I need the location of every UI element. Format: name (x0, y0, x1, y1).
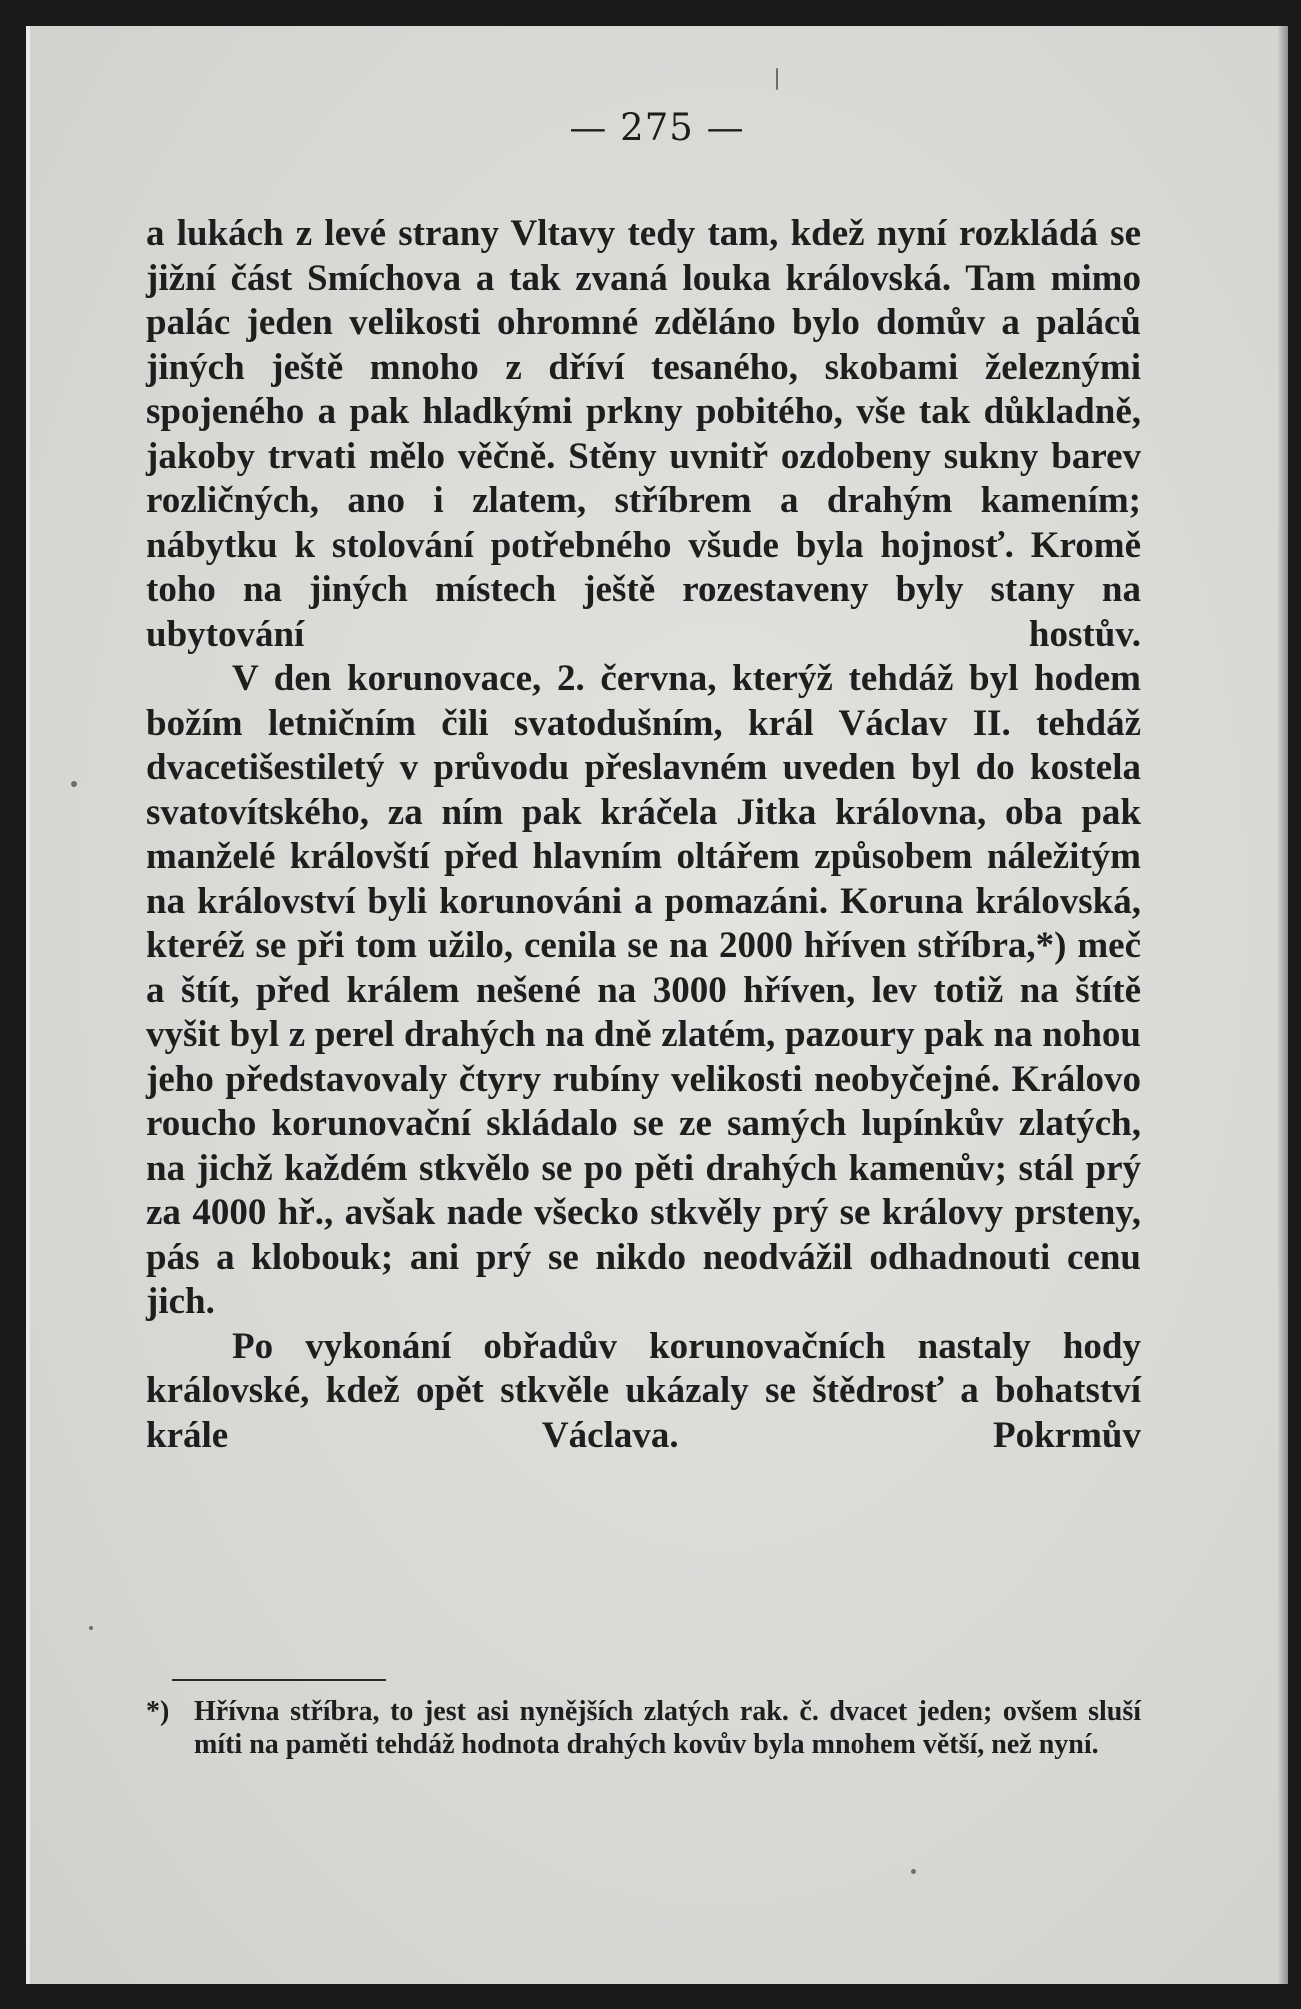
footnote-divider (172, 1679, 386, 1681)
paper-speck (89, 1626, 93, 1630)
page-right-edge (1278, 26, 1288, 1984)
paper-speck (911, 1869, 916, 1874)
book-page (26, 26, 1288, 1984)
footnote-section (146, 1695, 1141, 1761)
footnote-text: Hřívna stříbra, to jest asi nynějších zlatých rak. č. dvacet jeden; ovšem sluší míti na paměti tehdáž hodnota drahých kovův byla mnohem větší, než nyní. (194, 1696, 1141, 1760)
footnote-1 (146, 1695, 1141, 1761)
paragraph-1: a lukách z levé strany Vltavy tedy tam, kdež nyní rozkládá se jižní část Smíchova a tak zvaná louka královská. Tam mimo palác jeden velikosti ohromné zděláno bylo domův a paláců jiných ještě mnoho z dříví tesaného, skobami železnými spojeného a pak hladkými prkny pobitého, vše tak důkladně, jakoby trvati mělo věčně. Stěny uvnitř ozdobeny sukny barev rozličných, ano i zlatem, stříbrem a drahým kamením; nábytku k stolování potřebného všude byla hojnosť. Kromě toho na jiných místech ještě rozestaveny byly stany na ubytování hostův. (146, 213, 1141, 655)
paragraph-2: V den korunovace, 2. června, kterýž tehdáž byl hodem božím letničním čili svatodušním, král Václav II. tehdáž dvacetišestiletý v průvodu přeslavném uveden byl do kostela svatovítského, za ním pak kráčela Jitka královna, oba pak manželé královští před hlavním oltářem způsobem náležitým na království byli korunováni a pomazáni. Koruna královská, kteréž se při tom užilo, cenila se na 2000 hříven stříbra,*) meč a štít, před králem nešené na 3000 hříven, lev totiž na štítě vyšit byl z perel drahých na dně zlatém, pazoury pak na nohou jeho představovaly čtyry rubíny velikosti neobyčejné. Královo roucho korunovační skládalo se ze samých lupínkův zlatých, na jichž každém stkvělo se po pěti drahých kamenův; stál prý za 4000 hř., avšak nade všecko stkvěly prý se královy prsteny, pás a klobouk; ani prý se nikdo neodvážil odhadnouti cenu jich. (146, 658, 1141, 1322)
page-left-edge (26, 26, 30, 1984)
body-text (146, 212, 1141, 1458)
paper-speck (71, 781, 77, 787)
paper-speck (776, 68, 778, 90)
footnote-marker: *) (146, 1696, 170, 1727)
paragraph-3: Po vykonání obřadův korunovačních nastaly hody královské, kdež opět stkvěle ukázaly se štědrosť a bohatství krále Václava. Pokrmův (146, 1325, 1141, 1456)
page-number: — 275 — (569, 106, 745, 149)
